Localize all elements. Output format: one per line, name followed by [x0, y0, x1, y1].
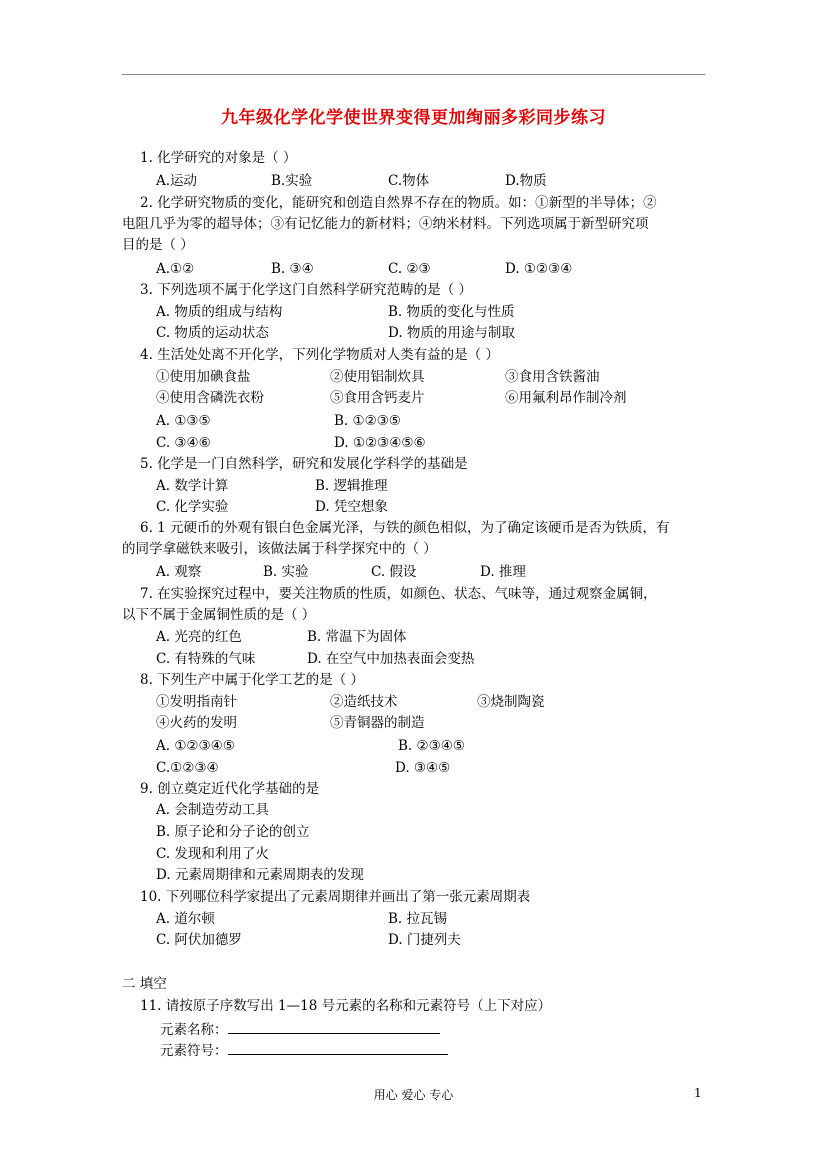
- q4-option-b: B. ①②③⑤: [334, 413, 401, 429]
- q6-stem-line-1: 6. 1 元硬币的外观有银白色金属光泽，与铁的颜色相似，为了确定该硬币是否为铁质，有: [140, 520, 670, 536]
- q7-option-b: B. 常温下为固体: [307, 629, 407, 645]
- q2-option-a: A.①②: [156, 261, 195, 277]
- q8-item-3: ③烧制陶瓷: [477, 694, 545, 710]
- q4-item-3: ③食用含铁酱油: [505, 369, 600, 385]
- q8-item-2: ②造纸技术: [330, 694, 398, 710]
- q4-option-d: D. ①②③④⑤⑥: [334, 435, 426, 451]
- q9-option-a: A. 会制造劳动工具: [156, 802, 269, 818]
- q7-stem-line-1: 7. 在实验探究过程中，要关注物质的性质，如颜色、状态、气味等，通过观察金属铜，: [140, 586, 657, 602]
- q4-option-c: C. ③④⑥: [156, 435, 211, 451]
- q6-option-a: A. 观察: [156, 564, 202, 580]
- q6-option-b: B. 实验: [263, 564, 309, 580]
- q7-option-c: C. 有特殊的气味: [156, 651, 256, 667]
- q8-option-a: A. ①②③④⑤: [156, 738, 235, 754]
- q9-option-d: D. 元素周期律和元素周期表的发现: [156, 867, 364, 883]
- header-rule: [122, 74, 705, 75]
- q3-option-c: C. 物质的运动状态: [156, 325, 269, 341]
- q8-item-5: ⑤青铜器的制造: [330, 715, 425, 731]
- q9-option-c: C. 发现和利用了火: [156, 846, 269, 862]
- page-number: 1: [694, 1086, 702, 1100]
- q5-option-d: D. 凭空想象: [315, 499, 388, 515]
- q1-option-a: A.运动: [156, 173, 198, 189]
- q1-option-c: C.物体: [388, 173, 430, 189]
- q8-item-1: ①发明指南针: [156, 694, 237, 710]
- q7-option-d: D. 在空气中加热表面会变热: [307, 651, 475, 667]
- element-symbol-label: 元素符号：: [160, 1043, 228, 1059]
- q2-stem-line-3: 目的是（ ）: [122, 237, 194, 253]
- q4-option-a: A. ①③⑤: [156, 413, 211, 429]
- q5-stem: 5. 化学是一门自然科学，研究和发展化学科学的基础是: [140, 456, 468, 472]
- q11-name-row: [160, 1019, 440, 1039]
- q2-option-b: B. ③④: [271, 261, 314, 277]
- element-symbol-blank[interactable]: [228, 1040, 448, 1055]
- q8-option-d: D. ③④⑤: [395, 760, 451, 776]
- q8-option-c: C.①②③④: [156, 760, 219, 776]
- q4-item-6: ⑥用氟利昂作制冷剂: [505, 390, 627, 406]
- q2-stem-line-1: 2. 化学研究物质的变化，能研究和创造自然界不存在的物质。如：①新型的半导体；②: [140, 195, 657, 211]
- q10-option-c: C. 阿伏加德罗: [156, 932, 242, 948]
- q4-item-2: ②使用铝制炊具: [330, 369, 425, 385]
- q3-option-d: D. 物质的用途与制取: [388, 325, 515, 341]
- q2-option-d: D. ①②③④: [505, 261, 573, 277]
- page-footer: 用心 爱心 专心: [373, 1088, 454, 1102]
- q4-item-1: ①使用加碘食盐: [156, 369, 251, 385]
- q10-option-d: D. 门捷列夫: [388, 932, 461, 948]
- q9-stem: 9. 创立奠定近代化学基础的是: [140, 781, 320, 797]
- q5-option-a: A. 数学计算: [156, 478, 229, 494]
- q10-option-a: A. 道尔顿: [156, 911, 215, 927]
- section-heading-fill-in: 二 填空: [122, 976, 167, 992]
- q11-stem: 11. 请按原子序数写出 1—18 号元素的名称和元素符号（上下对应）: [140, 998, 552, 1014]
- q3-option-b: B. 物质的变化与性质: [388, 304, 515, 320]
- page-title: 九年级化学化学使世界变得更加绚丽多彩同步练习: [221, 108, 606, 128]
- q1-option-d: D.物质: [505, 173, 547, 189]
- q10-option-b: B. 拉瓦锡: [388, 911, 448, 927]
- q7-option-a: A. 光亮的红色: [156, 629, 242, 645]
- q8-stem: 8. 下列生产中属于化学工艺的是（ ）: [140, 672, 364, 688]
- q3-stem: 3. 下列选项不属于化学这门自然科学研究范畴的是（ ）: [140, 282, 472, 298]
- q9-option-b: B. 原子论和分子论的创立: [156, 824, 310, 840]
- q6-option-d: D. 推理: [480, 564, 526, 580]
- q4-item-4: ④使用含磷洗衣粉: [156, 390, 264, 406]
- q2-stem-line-2: 电阻几乎为零的超导体；③有记忆能力的新材料；④纳米材料。下列选项属于新型研究项: [122, 216, 649, 232]
- q6-option-c: C. 假设: [371, 564, 417, 580]
- q4-item-5: ⑤食用含钙麦片: [330, 390, 425, 406]
- q6-stem-line-2: 的同学拿磁铁来吸引，该做法属于科学探究中的（ ）: [122, 541, 437, 557]
- q1-stem: 1. 化学研究的对象是（ ）: [140, 150, 297, 166]
- q5-option-b: B. 逻辑推理: [315, 478, 388, 494]
- q1-option-b: B.实验: [271, 173, 313, 189]
- q10-stem: 10. 下列哪位科学家提出了元素周期律并画出了第一张元素周期表: [140, 889, 531, 905]
- q4-stem: 4. 生活处处离不开化学，下列化学物质对人类有益的是（ ）: [140, 347, 499, 363]
- element-name-label: 元素名称：: [160, 1022, 228, 1038]
- q7-stem-line-2: 以下不属于金属铜性质的是（ ）: [122, 607, 316, 623]
- q2-option-c: C. ②③: [388, 261, 431, 277]
- element-name-blank[interactable]: [228, 1019, 440, 1034]
- q3-option-a: A. 物质的组成与结构: [156, 304, 283, 320]
- q5-option-c: C. 化学实验: [156, 499, 229, 515]
- q8-item-4: ④火药的发明: [156, 715, 237, 731]
- q11-symbol-row: [160, 1040, 448, 1060]
- q8-option-b: B. ②③④⑤: [398, 738, 465, 754]
